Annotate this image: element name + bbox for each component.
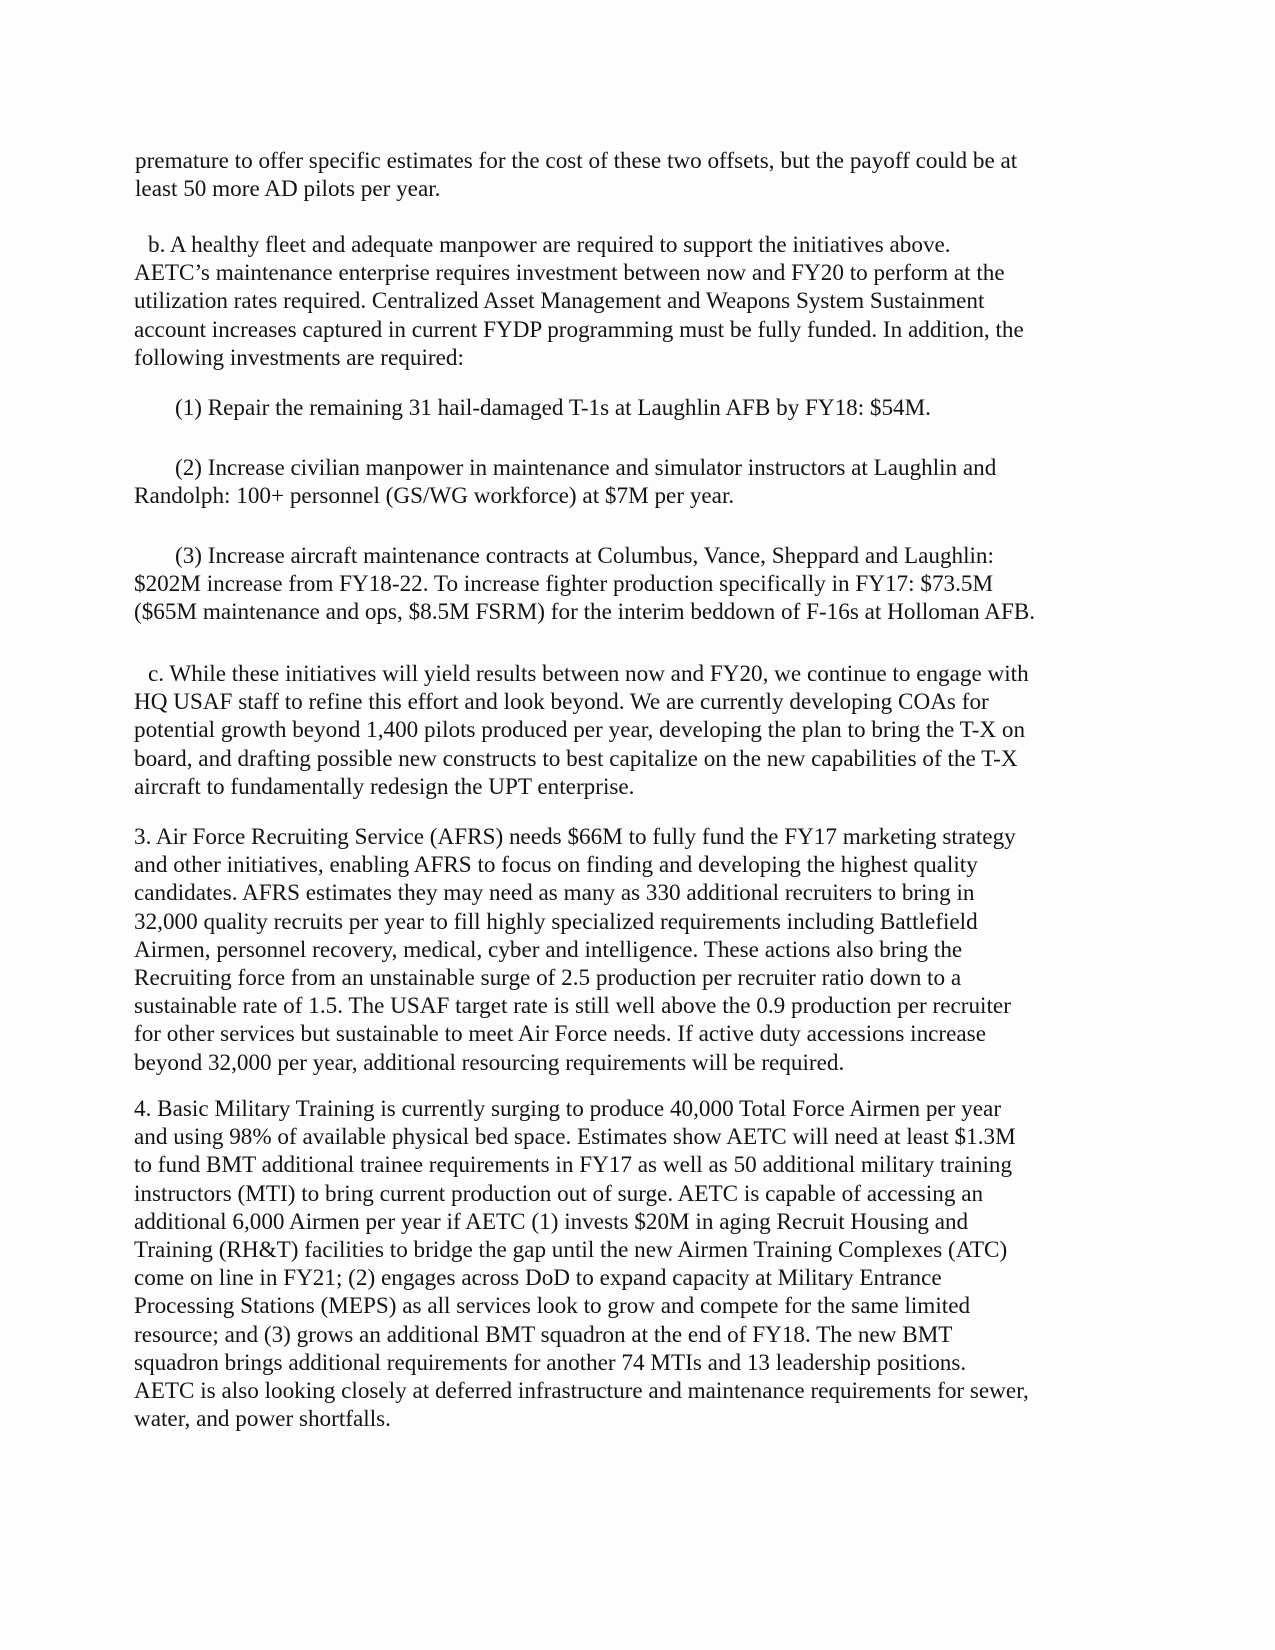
text-line: additional 6,000 Airmen per year if AETC (1) invests $20M in aging Recruit Housing and (134, 1208, 969, 1235)
paragraph-3 (0, 823, 1275, 1077)
text-line: and using 98% of available physical bed space. Estimates show AETC will need at least $1.3M (134, 1124, 1016, 1151)
text-line: c. While these initiatives will yield results between now and FY20, we continue to engage with (148, 661, 1029, 687)
paragraph-2b-item-3 (0, 542, 1275, 627)
text-line: Airmen, personnel recovery, medical, cyber and intelligence. These actions also bring the (134, 936, 963, 963)
text-line: resource; and (3) grows an additional BMT squadron at the end of FY18. The new BMT (134, 1321, 953, 1348)
text-line: b. A healthy fleet and adequate manpower are required to support the initiatives above. (148, 232, 951, 258)
paragraph-2b-item-1 (0, 394, 1275, 422)
text-line: Randolph: 100+ personnel (GS/WG workforce) at $7M per year. (134, 483, 735, 510)
text-line: instructors (MTI) to bring current production out of surge. AETC is capable of accessing an (134, 1180, 984, 1207)
text-line: Processing Stations (MEPS) as all services look to grow and compete for the same limited (134, 1293, 971, 1320)
text-line: HQ USAF staff to refine this effort and look beyond. We are currently developing COAs for (134, 689, 989, 716)
text-line: 3. Air Force Recruiting Service (AFRS) needs $66M to fully fund the FY17 marketing strategy (134, 824, 1016, 850)
text-line: $202M increase from FY18-22. To increase fighter production specifically in FY17: $73.5M (134, 571, 994, 598)
paragraph-2c (0, 660, 1275, 801)
text-line: AETC is also looking closely at deferred infrastructure and maintenance requirements for sewer, (134, 1377, 1029, 1404)
text-line: Training (RH&T) facilities to bridge the gap until the new Airmen Training Complexes (ATC) (134, 1236, 1008, 1263)
text-line: 32,000 quality recruits per year to fill highly specialized requirements including Battlefield (134, 908, 978, 935)
text-line: squadron brings additional requirements for another 74 MTIs and 13 leadership positions. (134, 1349, 967, 1376)
text-line: aircraft to fundamentally redesign the UPT enterprise. (134, 773, 635, 800)
text-line: (2) Increase civilian manpower in maintenance and simulator instructors at Laughlin and (175, 455, 997, 481)
paragraph-4 (0, 1095, 1275, 1433)
paragraph-2b (0, 231, 1275, 372)
text-line: premature to offer specific estimates for the cost of these two offsets, but the payoff could be at (135, 148, 1018, 174)
text-line: Recruiting force from an unstainable surge of 2.5 production per recruiter ratio down to a (134, 964, 962, 991)
text-line: beyond 32,000 per year, additional resourcing requirements will be required. (134, 1049, 845, 1076)
text-line: ($65M maintenance and ops, $8.5M FSRM) for the interim beddown of F-16s at Holloman AFB. (134, 599, 1036, 626)
text-line: AETC’s maintenance enterprise requires investment between now and FY20 to perform at the (134, 260, 1005, 287)
text-line: to fund BMT additional trainee requirements in FY17 as well as 50 additional military training (134, 1152, 1013, 1179)
text-line: 4. Basic Military Training is currently surging to produce 40,000 Total Force Airmen per year (134, 1096, 1002, 1122)
text-line: board, and drafting possible new constructs to best capitalize on the new capabilities of the T-X (134, 745, 1018, 772)
text-line: least 50 more AD pilots per year. (135, 176, 441, 203)
text-line: potential growth beyond 1,400 pilots produced per year, developing the plan to bring the T-X on (134, 717, 1026, 744)
paragraph-continuation (0, 147, 1275, 203)
text-line: come on line in FY21; (2) engages across DoD to expand capacity at Military Entrance (134, 1265, 942, 1292)
text-line: account increases captured in current FYDP programming must be fully funded. In addition, the (134, 316, 1024, 343)
text-line: (3) Increase aircraft maintenance contracts at Columbus, Vance, Sheppard and Laughlin: (175, 543, 994, 569)
text-line: following investments are required: (134, 344, 464, 371)
paragraph-2b-item-2 (0, 454, 1275, 510)
text-line: water, and power shortfalls. (134, 1406, 391, 1433)
text-line: utilization rates required. Centralized Asset Management and Weapons System Sustainment (134, 288, 985, 315)
text-line: sustainable rate of 1.5. The USAF target rate is still well above the 0.9 production per recruiter (134, 993, 1011, 1020)
text-line: candidates. AFRS estimates they may need as many as 330 additional recruiters to bring in (134, 880, 975, 907)
text-line: and other initiatives, enabling AFRS to focus on finding and developing the highest quality (134, 852, 978, 879)
text-line: (1) Repair the remaining 31 hail-damaged T-1s at Laughlin AFB by FY18: $54M. (175, 395, 931, 421)
text-line: for other services but sustainable to meet Air Force needs. If active duty accessions increase (134, 1021, 986, 1048)
